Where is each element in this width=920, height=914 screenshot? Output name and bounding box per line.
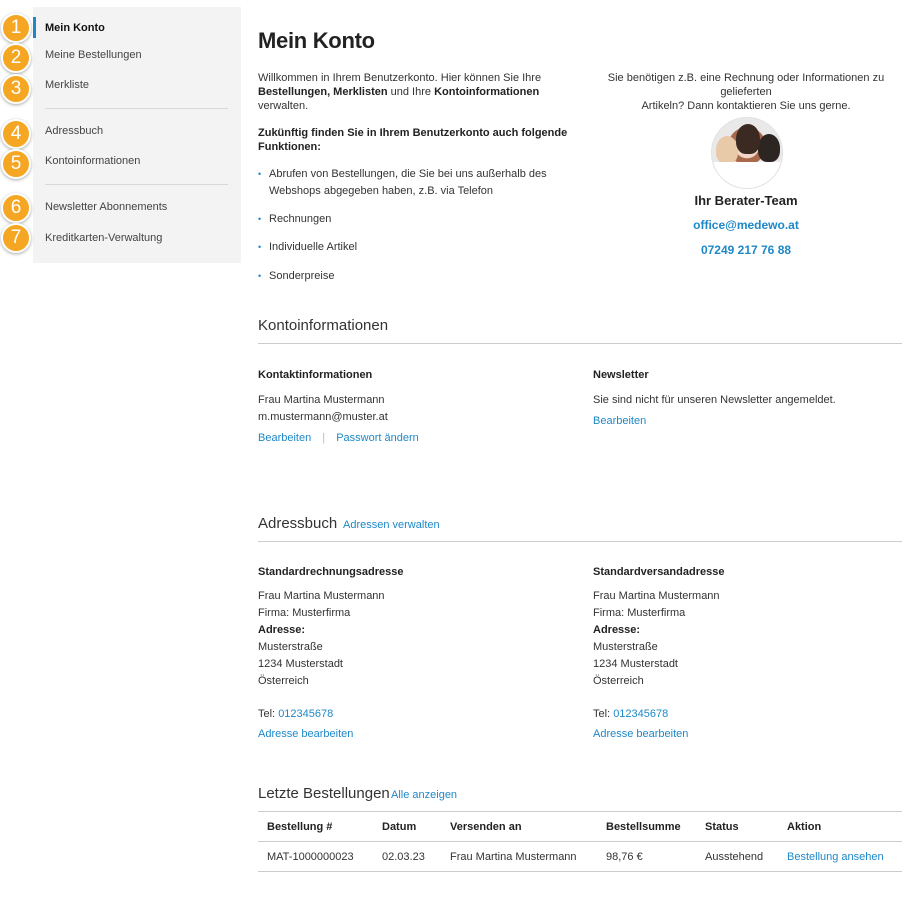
advisor-phone-link[interactable]: 07249 217 76 88 [700, 243, 792, 257]
change-password-link[interactable]: Passwort ändern [336, 432, 419, 444]
billing-address-heading: Standardrechnungsadresse [258, 566, 404, 578]
billing-address [258, 588, 385, 690]
order-date: 02.03.23 [373, 842, 441, 872]
shipping-address [593, 588, 720, 690]
address-label: Adresse: [258, 624, 306, 636]
sidebar-item-kreditkarten[interactable]: Kreditkarten-Verwaltung [45, 232, 163, 244]
account-sidebar [33, 7, 241, 263]
bullet-icon: • [258, 242, 262, 252]
contact-email: m.mustermann@muster.at [258, 411, 388, 423]
order-total: 98,76 € [597, 842, 696, 872]
annotation-badge: 3 [1, 74, 31, 104]
sidebar-item-merkliste[interactable]: Merkliste [45, 79, 90, 91]
manage-addresses-link[interactable]: Adressen verwalten [343, 519, 440, 531]
annotation-badge: 6 [1, 193, 31, 223]
orders-table [258, 811, 902, 872]
feature-text: Rechnungen [269, 213, 332, 225]
column-header: Status [696, 812, 778, 842]
sidebar-item-newsletter[interactable]: Newsletter Abonnements [45, 201, 168, 213]
feature-text: Individuelle Artikel [269, 241, 358, 253]
feature-item [258, 239, 357, 256]
edit-shipping-address-link[interactable]: Adresse bearbeiten [593, 728, 689, 740]
newsletter-status: Sie sind nicht für unseren Newsletter angemeldet. [593, 394, 836, 406]
advisor-line: Sie benötigen z.B. eine Rechnung oder Informationen zu gelieferten [607, 72, 885, 98]
sidebar-item-adressbuch[interactable]: Adressbuch [45, 125, 104, 137]
sidebar-divider [45, 108, 228, 109]
contact-heading: Kontaktinformationen [258, 369, 373, 381]
edit-newsletter-link[interactable]: Bearbeiten [593, 415, 647, 427]
feature-text: Sonderpreise [269, 270, 335, 282]
future-heading [258, 126, 578, 154]
section-title-letzte-bestellungen: Letzte Bestellungen [258, 785, 390, 802]
annotation-badge: 4 [1, 119, 31, 149]
contact-name: Frau Martina Mustermann [258, 394, 385, 406]
intro-line: und Ihre [387, 86, 435, 98]
feature-text: Webshops abgegeben haben, z.B. via Telefon [269, 185, 494, 197]
column-header: Bestellsumme [597, 812, 696, 842]
table-row [258, 842, 902, 872]
intro-bold: Kontoinformationen [434, 86, 540, 98]
address-label: Adresse: [593, 624, 641, 636]
annotation-badge: 1 [1, 13, 31, 43]
sidebar-item-kontoinformationen[interactable]: Kontoinformationen [45, 155, 141, 167]
order-id: MAT-1000000023 [258, 842, 373, 872]
newsletter-heading: Newsletter [593, 369, 649, 381]
sidebar-divider [45, 184, 228, 185]
section-divider [258, 343, 902, 344]
shipping-tel [593, 707, 668, 721]
address-company: Firma: Musterfirma [258, 607, 351, 619]
future-heading-line: Funktionen: [258, 141, 321, 153]
address-company: Firma: Musterfirma [593, 607, 686, 619]
sidebar-item-meine-bestellungen[interactable]: Meine Bestellungen [45, 49, 142, 61]
feature-item [258, 268, 334, 285]
billing-tel [258, 707, 333, 721]
show-all-orders-link[interactable]: Alle anzeigen [391, 789, 458, 801]
sidebar-item-mein-konto[interactable]: Mein Konto [45, 22, 105, 34]
column-header: Versenden an [441, 812, 597, 842]
section-title-kontoinformationen: Kontoinformationen [258, 317, 389, 334]
contact-actions [258, 431, 419, 445]
intro-bold: Bestellungen, Merklisten [258, 86, 388, 98]
section-divider [258, 541, 902, 542]
separator: | [322, 432, 326, 444]
column-header: Aktion [778, 812, 902, 842]
address-country: Österreich [258, 675, 309, 687]
annotation-badge: 7 [1, 223, 31, 253]
advisor-line: Artikeln? Dann kontaktieren Sie uns gerne. [641, 100, 851, 112]
annotation-badge: 2 [1, 43, 31, 73]
intro-line: Willkommen in Ihrem Benutzerkonto. Hier können Sie Ihre [258, 72, 542, 84]
order-status: Ausstehend [696, 842, 778, 872]
intro-text [258, 71, 568, 113]
address-name: Frau Martina Mustermann [593, 590, 720, 602]
order-ship-to: Frau Martina Mustermann [441, 842, 597, 872]
advisor-team-photo [711, 117, 783, 189]
edit-contact-link[interactable]: Bearbeiten [258, 432, 312, 444]
bullet-icon: • [258, 169, 262, 179]
address-street: Musterstraße [593, 641, 658, 653]
shipping-address-heading: Standardversandadresse [593, 566, 725, 578]
column-header: Bestellung # [258, 812, 373, 842]
advisor-team-name: Ihr Berater-Team [694, 193, 798, 208]
feature-item [258, 166, 547, 200]
column-header: Datum [373, 812, 441, 842]
feature-item [258, 211, 331, 228]
address-country: Österreich [593, 675, 644, 687]
active-indicator [33, 17, 36, 38]
section-title-adressbuch: Adressbuch [258, 515, 338, 532]
edit-billing-address-link[interactable]: Adresse bearbeiten [258, 728, 354, 740]
table-header-row [258, 812, 902, 842]
address-city: 1234 Musterstadt [258, 658, 343, 670]
tel-label: Tel: [593, 708, 614, 720]
bullet-icon: • [258, 214, 262, 224]
advisor-email-link[interactable]: office@medewo.at [693, 218, 799, 232]
bullet-icon: • [258, 271, 262, 281]
advisor-text [583, 71, 909, 113]
billing-tel-link[interactable]: 012345678 [278, 708, 334, 720]
future-heading-line: Zukünftig finden Sie in Ihrem Benutzerkonto auch folgende [258, 127, 568, 139]
address-name: Frau Martina Mustermann [258, 590, 385, 602]
shipping-tel-link[interactable]: 012345678 [613, 708, 669, 720]
page-title: Mein Konto [258, 28, 375, 53]
address-street: Musterstraße [258, 641, 323, 653]
address-city: 1234 Musterstadt [593, 658, 678, 670]
intro-line: verwalten. [258, 100, 309, 112]
view-order-link[interactable]: Bestellung ansehen [787, 850, 884, 863]
annotation-badge: 5 [1, 149, 31, 179]
tel-label: Tel: [258, 708, 279, 720]
feature-text: Abrufen von Bestellungen, die Sie bei uns außerhalb des [269, 168, 547, 180]
